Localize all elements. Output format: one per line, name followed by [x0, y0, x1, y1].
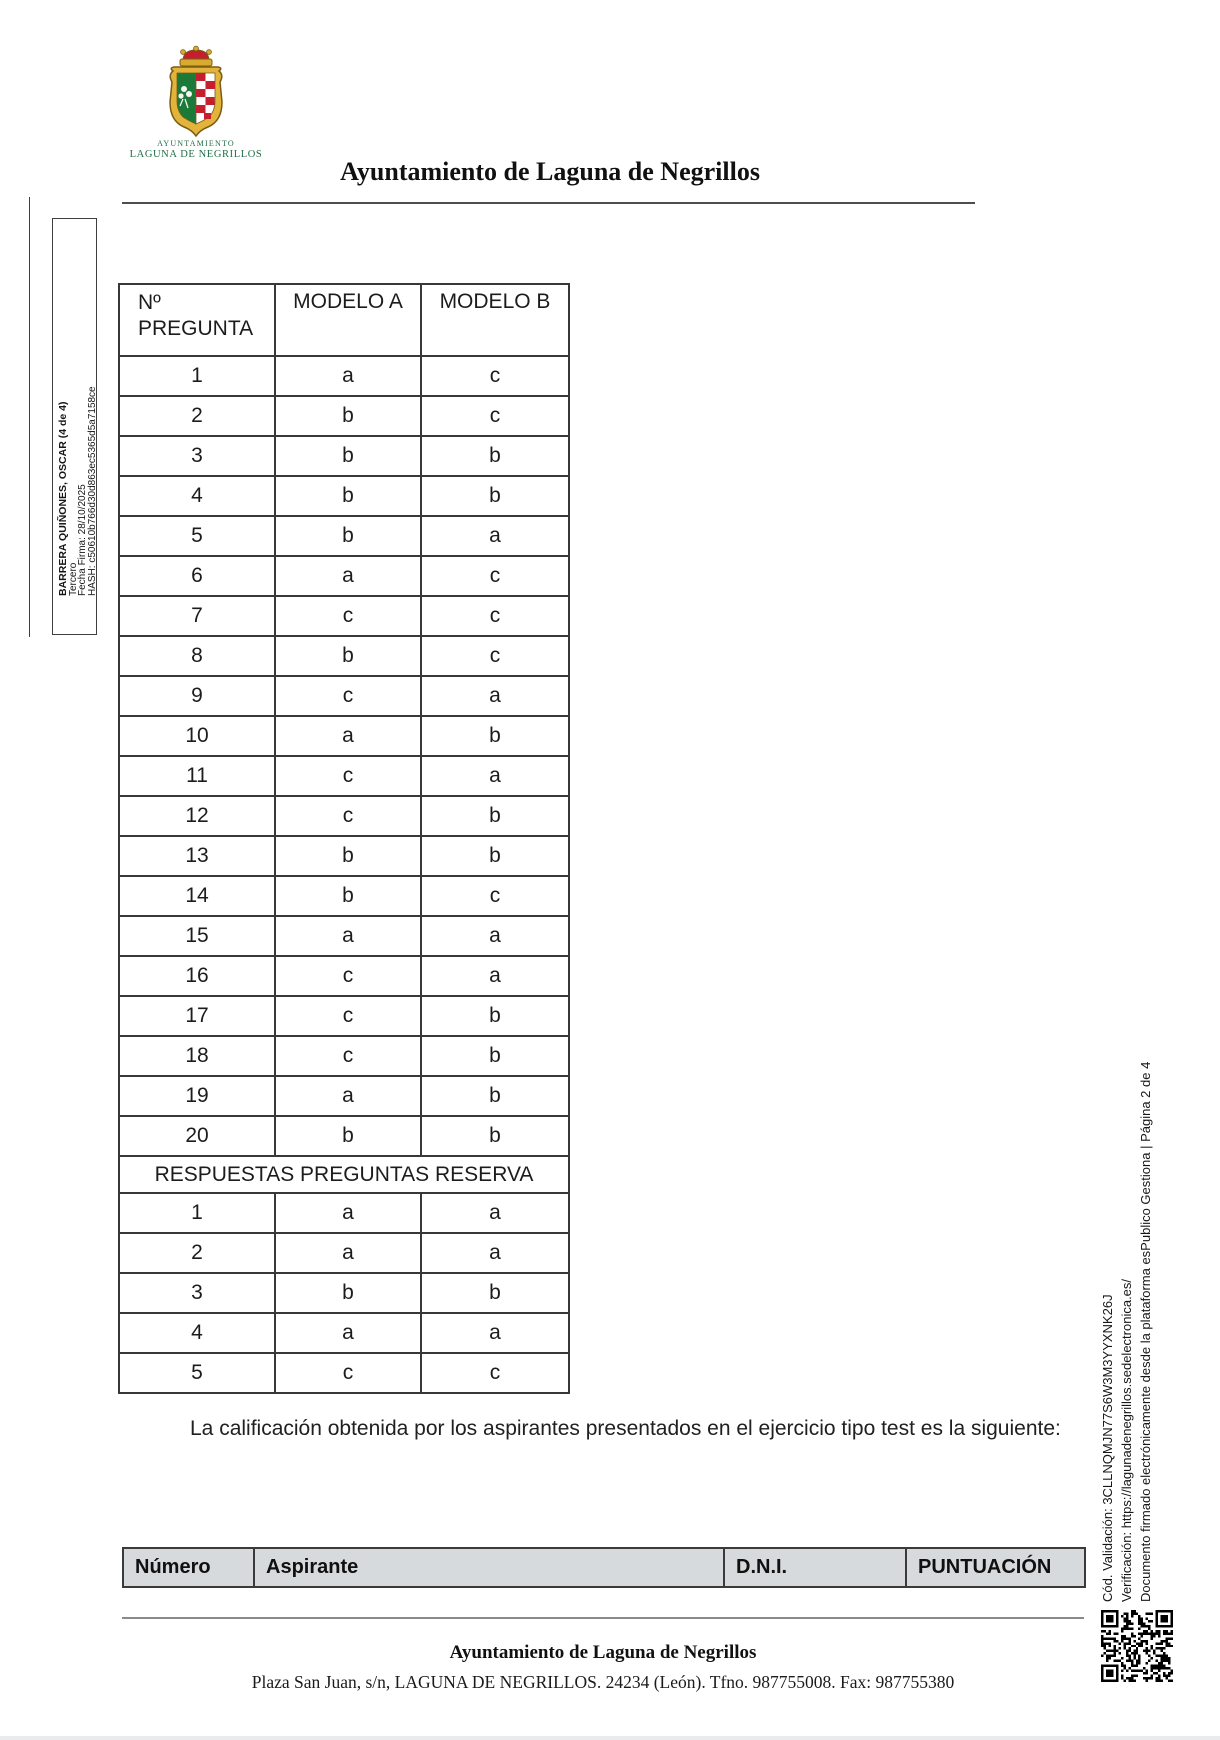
question-number-cell: 3 [119, 1273, 275, 1313]
answer-cell: c [421, 556, 569, 596]
table-row [119, 956, 569, 996]
answer-cell: c [275, 596, 421, 636]
question-number-cell: 6 [119, 556, 275, 596]
validation-stamp-text [1098, 957, 1155, 1602]
answer-cell: a [421, 956, 569, 996]
column-header-puntuacion: PUNTUACIÓN [906, 1548, 1085, 1587]
signed-document-note: Documento firmado electrónicamente desde la plataforma esPublico Gestiona | Página 2 de 4 [1138, 1061, 1153, 1602]
answer-cell: b [275, 516, 421, 556]
answers-table [118, 283, 570, 1394]
table-row [119, 636, 569, 676]
table-row [119, 1353, 569, 1393]
answer-cell: a [421, 1233, 569, 1273]
signer-role: Tercero [67, 562, 79, 596]
answer-cell: b [421, 476, 569, 516]
answer-cell: c [275, 796, 421, 836]
question-number-cell: 18 [119, 1036, 275, 1076]
answer-cell: c [275, 1353, 421, 1393]
table-row [119, 676, 569, 716]
answer-cell: c [421, 1353, 569, 1393]
answer-cell: a [421, 756, 569, 796]
question-number-cell: 2 [119, 1233, 275, 1273]
answer-cell: b [421, 1273, 569, 1313]
question-number-cell: 2 [119, 396, 275, 436]
answer-cell: a [275, 1076, 421, 1116]
answer-cell: a [275, 716, 421, 756]
question-number-cell: 8 [119, 636, 275, 676]
answer-cell: a [421, 516, 569, 556]
question-number-cell: 14 [119, 876, 275, 916]
table-row [119, 1273, 569, 1313]
question-number-cell: 1 [119, 1193, 275, 1233]
question-number-cell: 20 [119, 1116, 275, 1156]
answer-cell: b [421, 796, 569, 836]
answer-cell: a [275, 556, 421, 596]
table-row [119, 1233, 569, 1273]
table-row [119, 836, 569, 876]
answer-cell: b [421, 996, 569, 1036]
answer-cell: c [421, 596, 569, 636]
question-number-cell: 11 [119, 756, 275, 796]
answer-cell: b [275, 476, 421, 516]
column-header-modelo-a: MODELO A [275, 284, 421, 356]
answer-cell: b [275, 396, 421, 436]
signature-stamp-edge-line [29, 197, 30, 637]
results-table-header [123, 1548, 1085, 1587]
table-row [119, 1193, 569, 1233]
question-number-cell: 4 [119, 1313, 275, 1353]
answer-cell: c [421, 356, 569, 396]
table-row [119, 756, 569, 796]
table-row [119, 876, 569, 916]
answer-cell: b [421, 836, 569, 876]
answers-table-header [119, 284, 569, 356]
answer-cell: a [275, 356, 421, 396]
column-header-aspirante: Aspirante [254, 1548, 724, 1587]
table-row [119, 916, 569, 956]
answer-cell: b [421, 436, 569, 476]
question-number-cell: 10 [119, 716, 275, 756]
body-paragraph: La calificación obtenida por los aspirantes presentados en el ejercicio tipo test es la siguiente: [190, 1417, 1061, 1440]
answer-cell: c [421, 396, 569, 436]
table-row [119, 356, 569, 396]
question-number-cell: 13 [119, 836, 275, 876]
table-row [119, 1116, 569, 1156]
answer-cell: b [421, 1076, 569, 1116]
answers-rows-main [119, 356, 569, 1156]
question-number-cell: 15 [119, 916, 275, 956]
header-divider [122, 202, 975, 204]
table-row [119, 996, 569, 1036]
verification-url: Verificación: https://lagunadenegrillos.sedelectronica.es/ [1119, 1278, 1134, 1602]
page-bottom-edge [0, 1736, 1220, 1740]
answer-cell: c [275, 676, 421, 716]
answer-cell: b [421, 1116, 569, 1156]
table-header-row [119, 284, 569, 356]
signature-hash: HASH: c50610b766d30d863ec5365d5a7158ce [86, 386, 98, 596]
question-number-cell: 7 [119, 596, 275, 636]
answer-cell: c [421, 636, 569, 676]
signature-stamp-text [59, 296, 97, 596]
coat-of-arms-icon [160, 44, 232, 138]
results-table [122, 1547, 1086, 1588]
question-number-cell: 16 [119, 956, 275, 996]
table-row [119, 1036, 569, 1076]
reserve-section-title: RESPUESTAS PREGUNTAS RESERVA [119, 1156, 569, 1193]
answer-cell: c [275, 1036, 421, 1076]
answer-cell: b [275, 1116, 421, 1156]
table-row [119, 1076, 569, 1116]
question-number-cell: 9 [119, 676, 275, 716]
table-row [119, 716, 569, 756]
validation-code: Cód. Validación: 3CLLNQMJN77S6W3M3YYXNK26J [1100, 1294, 1115, 1602]
table-row [119, 1156, 569, 1193]
answer-cell: b [421, 716, 569, 756]
answers-reserve-title-section [119, 1156, 569, 1193]
answer-cell: a [275, 916, 421, 956]
answer-cell: a [421, 1193, 569, 1233]
question-number-cell: 4 [119, 476, 275, 516]
question-number-cell: 19 [119, 1076, 275, 1116]
answer-cell: c [275, 996, 421, 1036]
question-number-cell: 5 [119, 516, 275, 556]
answer-cell: b [275, 836, 421, 876]
table-row [119, 596, 569, 636]
table-row [119, 556, 569, 596]
logo-caption-line1: AYUNTAMIENTO [157, 139, 235, 148]
answer-cell: a [275, 1313, 421, 1353]
answer-cell: a [421, 1313, 569, 1353]
answer-cell: c [275, 756, 421, 796]
answer-cell: b [275, 1273, 421, 1313]
table-row [119, 476, 569, 516]
answer-cell: c [275, 956, 421, 996]
column-header-numero: Número [123, 1548, 254, 1587]
answer-cell: b [421, 1036, 569, 1076]
answer-cell: b [275, 636, 421, 676]
column-header-modelo-b: MODELO B [421, 284, 569, 356]
logo-caption-line2: LAGUNA DE NEGRILLOS [129, 149, 263, 160]
question-number-cell: 5 [119, 1353, 275, 1393]
answer-cell: a [275, 1233, 421, 1273]
table-row [119, 436, 569, 476]
answer-cell: b [275, 876, 421, 916]
footer-divider [122, 1617, 1084, 1619]
footer-address: Plaza San Juan, s/n, LAGUNA DE NEGRILLOS. 24234 (León). Tfno. 987755008. Fax: 987755380 [251, 1672, 955, 1692]
table-row [119, 516, 569, 556]
answer-cell: b [275, 436, 421, 476]
column-header-pregunta: Nº PREGUNTA [119, 284, 275, 356]
footer-organization: Ayuntamiento de Laguna de Negrillos [449, 1642, 757, 1663]
question-number-cell: 17 [119, 996, 275, 1036]
question-number-cell: 3 [119, 436, 275, 476]
answer-cell: a [421, 916, 569, 956]
signer-name: BARRERA QUIÑONES, OSCAR (4 de 4) [57, 401, 69, 596]
table-row [119, 1313, 569, 1353]
answer-cell: a [421, 676, 569, 716]
page-title: Ayuntamiento de Laguna de Negrillos [340, 157, 760, 186]
table-row [119, 796, 569, 836]
table-header-row [123, 1548, 1085, 1587]
qr-code-icon [1101, 1610, 1173, 1682]
answers-rows-reserve [119, 1193, 569, 1393]
signature-date: Fecha Firma: 28/10/2025 [77, 484, 89, 596]
answer-cell: a [275, 1193, 421, 1233]
answer-cell: c [421, 876, 569, 916]
table-row [119, 396, 569, 436]
question-number-cell: 12 [119, 796, 275, 836]
question-number-cell: 1 [119, 356, 275, 396]
column-header-dni: D.N.I. [724, 1548, 906, 1587]
